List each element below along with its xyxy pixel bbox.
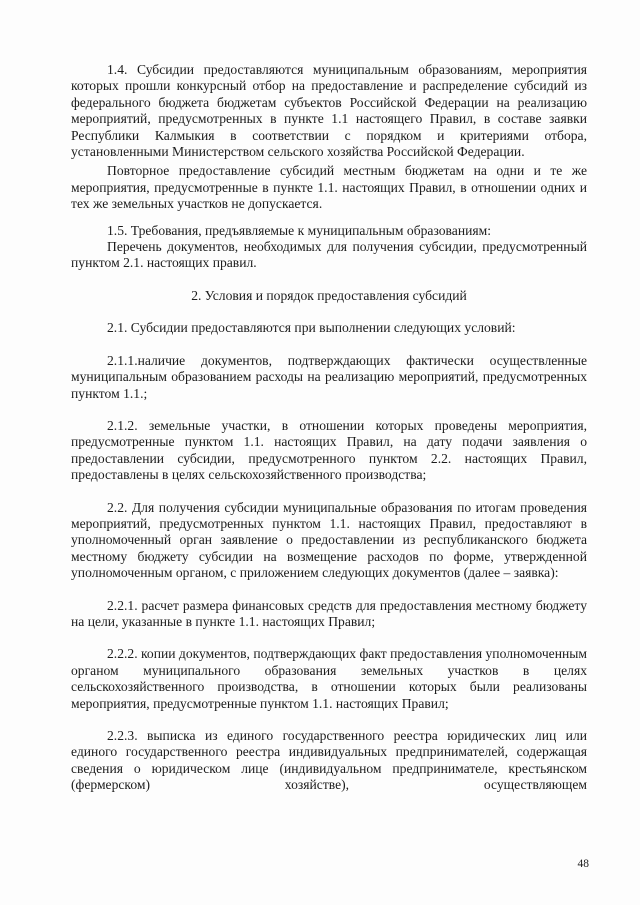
paragraph-1-5: 1.5. Требования, предъявляемые к муниципальным образованиям: bbox=[107, 222, 491, 238]
paragraph-1-4: 1.4. Субсидии предоставляются муниципальным образованиям, мероприятия которых прошли конкурсный отбор на предоставление и распределение субсидий из федерального бюджета бюджетам субъектов Российской Федерации на реализацию мероприятий, предусмотренных в пункте 1.1 настоящего Правил, в составе заявки Республики Калмыкия в соответствии с порядком и критериями отбора, установленными Министерством сельского хозяйства Российской Федерации. bbox=[71, 62, 587, 160]
paragraph-2-2: 2.2. Для получения субсидии муниципальные образования по итогам проведения мероприятий, предусмотренных пунктом 1.1. настоящих Правил, предоставляют в уполномоченный орган заявление о предоставлении из республиканского бюджета местному бюджету субсидии на возмещение расходов по форме, утвержденной уполномоченным органом, с приложением следующих документов (далее – заявка): bbox=[71, 499, 587, 581]
paragraph-repeat-subsidy: Повторное предоставление субсидий местным бюджетам на одни и те же мероприятия, предусмотренные в пункте 1.1. настоящих Правил, в отношении одних и тех же земельных участков не допускается. bbox=[71, 163, 587, 212]
paragraph-2-1-1: 2.1.1.наличие документов, подтверждающих фактически осуществленные муниципальным образованием расходы на реализацию мероприятий, предусмотренных пунктом 1.1.; bbox=[71, 352, 587, 401]
paragraph-2-2-2: 2.2.2. копии документов, подтверждающих факт предоставления уполномоченным органом муниципального образования земельных участков в целях сельскохозяйственного производства, в отношении которых были реализованы мероприятия, предусмотренные пунктом 1.1. настоящих Правил; bbox=[71, 646, 587, 711]
page-number: 48 bbox=[577, 858, 589, 870]
document-body bbox=[71, 62, 587, 794]
paragraph-2-1-2: 2.1.2. земельные участки, в отношении которых проведены мероприятия, предусмотренные пунктом 1.1. настоящих Правил, на дату подачи заявления о предоставлении субсидии, предусмотренного пунктом 2.2. настоящих Правил, предоставлены в целях сельскохозяйственного производства; bbox=[71, 417, 587, 483]
paragraph-2-1: 2.1. Субсидии предоставляются при выполнении следующих условий: bbox=[107, 320, 516, 336]
section-2-title: 2. Условия и порядок предоставления субсидий bbox=[191, 287, 467, 303]
paragraph-document-list: Перечень документов, необходимых для получения субсидии, предусмотренный пунктом 2.1. настоящих правил. bbox=[71, 239, 587, 271]
paragraph-2-2-1: 2.2.1. расчет размера финансовых средств для предоставления местному бюджету на цели, указанные в пункте 1.1. настоящих Правил; bbox=[71, 597, 587, 629]
paragraph-2-2-3: 2.2.3. выписка из единого государственного реестра юридических лиц или единого государственного реестра индивидуальных предпринимателей, содержащая сведения о юридическом лице (индивидуальном предпринимателе, крестьянском (фермерском) хозяйстве), осуществляющем bbox=[71, 728, 587, 793]
